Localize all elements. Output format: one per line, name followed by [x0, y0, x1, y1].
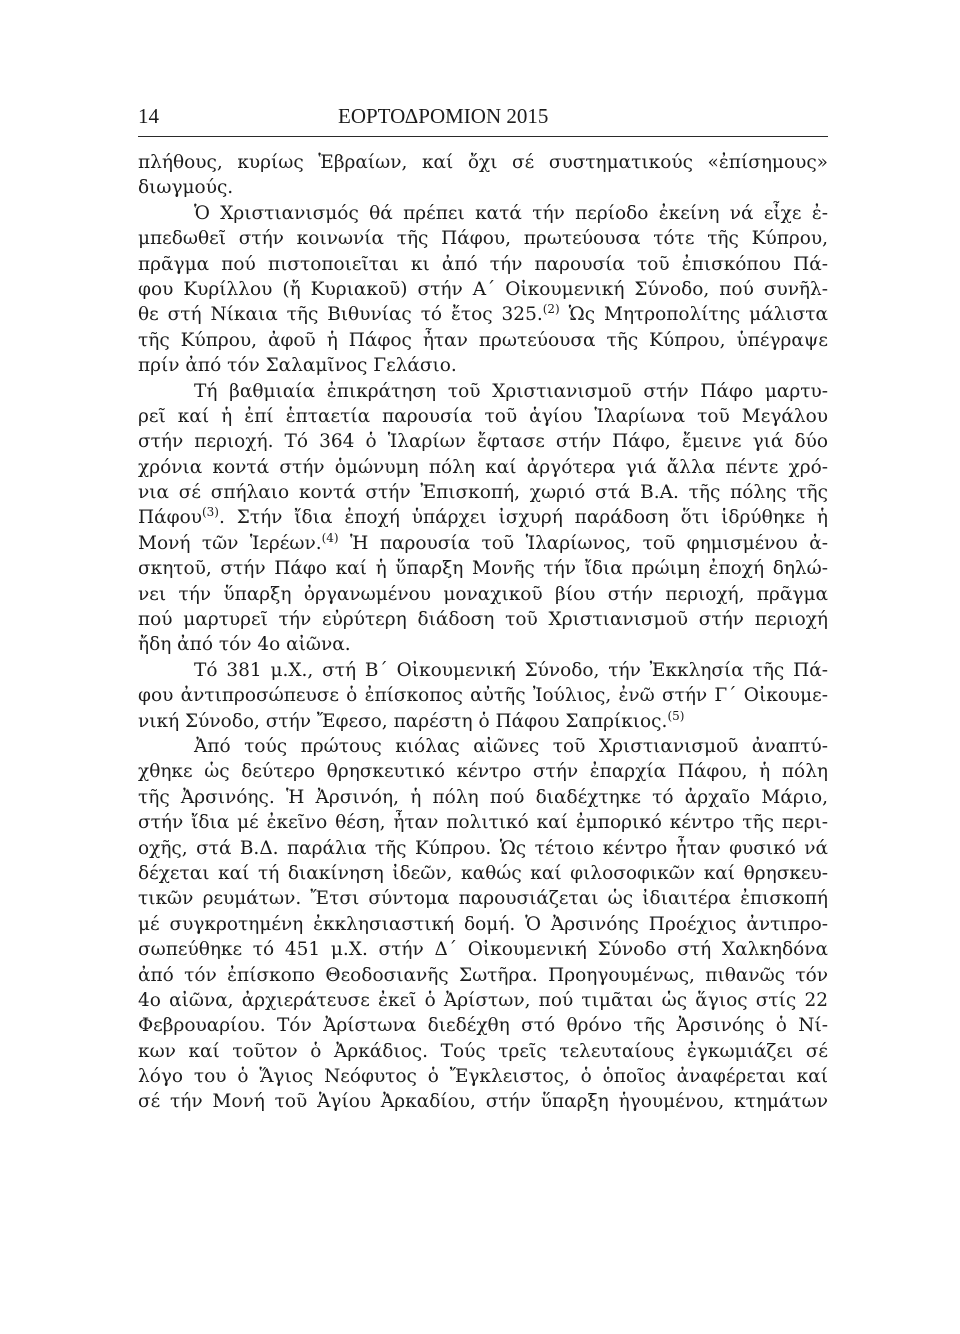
text-line: στήν περιοχή. Τό 364 ὁ Ἱλαρίων ἔφτασε στήν Πάφο, ἔμεινε γιά δύο: [138, 431, 828, 453]
text-segment: Πάφου: [138, 507, 202, 529]
text-line: Ἀπό τούς πρώτους κιόλας αἰῶνες τοῦ Χριστιανισμοῦ ἀναπτύ-: [194, 735, 828, 757]
text-line: οχῆς, στά Β.Δ. παράλια τῆς Κύπρου. Ὡς τέτοιο κέντρο ἦταν φυσικό νά: [138, 837, 828, 859]
text-line: λόγο του ὁ Ἅγιος Νεόφυτος ὁ Ἔγκλειστος, ὁ ὁποῖος ἀναφέρεται καί: [138, 1066, 828, 1088]
text-line: ἤδη ἀπό τόν 4ο αἰῶνα.: [138, 634, 351, 656]
text-line: φου ἀντιπροσώπευσε ὁ ἐπίσκοπος αὐτῆς Ἰούλιος, ἐνῶ στήν Γ΄ Οἰκουμε-: [138, 685, 828, 707]
text-line: Φεβρουαρίου. Τόν Ἀρίστωνα διεδέχθη στό θρόνο τῆς Ἀρσινόης ὁ Νί-: [138, 1015, 828, 1037]
text-line: χθηκε ὡς δεύτερο θρησκευτικό κέντρο στήν ἐπαρχία Πάφου, ἡ πόλη: [138, 761, 828, 783]
body-text: [138, 150, 828, 1115]
text-line: πρᾶγμα πού πιστοποιεῖται κι ἀπό τήν παρουσία τοῦ ἐπισκόπου Πά-: [138, 253, 828, 275]
text-line: δέχεται καί τή διακίνηση ἰδεῶν, καθώς καί φιλοσοφικῶν καί θρησκευ-: [138, 862, 828, 884]
text-line: σκητοῦ, στήν Πάφο καί ἡ ὕπαρξη Μονῆς τήν ἴδια πρώιμη ἐποχή δηλώ-: [138, 558, 828, 580]
text-line: νια σέ σπήλαιο κοντά στήν Ἐπισκοπή, χωριό στά Β.Α. τῆς πόλης τῆς: [138, 482, 828, 504]
running-title: ΕΟΡΤΟΔΡΟΜΙΟΝ 2015: [338, 104, 549, 128]
text-line: πρίν ἀπό τόν Σαλαμῖνος Γελάσιο.: [138, 355, 457, 377]
text-line: [138, 302, 828, 327]
text-line: ἀπό τόν ἐπίσκοπο Θεοδοσιανῆς Σωτῆρα. Προηγουμένως, πιθανῶς τόν: [138, 964, 828, 986]
text-line: κων καί τοῦτον ὁ Ἀρκάδιος. Τούς τρεῖς τελευταίους ἐγκωμιάζει σέ: [138, 1040, 828, 1062]
text-line: [138, 531, 828, 556]
footnote-marker: (3): [201, 505, 219, 520]
text-segment: . Στήν ἴδια ἐποχή ὑπάρχει ἰσχυρή παράδοση ὅτι ἱδρύθηκε ἡ: [218, 507, 828, 529]
text-line: [138, 505, 828, 530]
text-line: στήν ἴδια μέ ἐκεῖνο θέση, ἦταν πολιτικό καί ἐμπορικό κέντρο τῆς περι-: [138, 812, 828, 834]
text-segment: νική Σύνοδο, στήν Ἔφεσο, παρέστη ὁ Πάφου Σαπρίκιος.: [138, 710, 668, 732]
running-head: [138, 98, 828, 134]
text-line: 4ο αἰῶνα, ἀρχιεράτευσε ἐκεῖ ὁ Ἀρίστων, πού τιμᾶται ὡς ἅγιος στίς 22: [138, 989, 828, 1011]
text-line: μέ συγκροτημένη ἐκκλησιαστική δομή. Ὁ Ἀρσινόης Προέχιος ἀντιπρο-: [138, 913, 828, 935]
text-line: τῆς Ἀρσινόης. Ἡ Ἀρσινόη, ἡ πόλη πού διαδέχτηκε τό ἀρχαῖο Μάριο,: [138, 786, 828, 808]
text-line: [138, 709, 828, 734]
page-number: 14: [138, 104, 159, 128]
text-segment: Ὡς Μητροπολίτης μάλιστα: [559, 304, 828, 326]
text-segment: Ἡ παρουσία τοῦ Ἱλαρίωνος, τοῦ φημισμένου ἀ-: [338, 532, 828, 554]
text-line: νει τήν ὕπαρξη ὀργανωμένου μοναχικοῦ βίου στήν περιοχή, πρᾶγμα: [138, 583, 828, 605]
text-line: Τό 381 μ.Χ., στή Β΄ Οἰκουμενική Σύνοδο, τήν Ἐκκλησία τῆς Πά-: [194, 659, 828, 681]
text-line: Τή βαθμιαία ἐπικράτηση τοῦ Χριστιανισμοῦ στήν Πάφο μαρτυ-: [194, 380, 828, 402]
text-segment: Μονή τῶν Ἱερέων.: [138, 532, 322, 554]
text-line: σέ τήν Μονή τοῦ Ἁγίου Ἀρκαδίου, στήν ὕπαρξη ἡγουμένου, κτημάτων: [138, 1091, 828, 1113]
text-line: πλήθους, κυρίως Ἑβραίων, καί ὄχι σέ συστηματικούς «ἐπίσημους»: [138, 152, 828, 173]
text-line: μπεδωθεῖ στήν κοινωνία τῆς Πάφου, πρωτεύουσα τότε τῆς Κύπρου,: [138, 228, 828, 250]
footnote-marker: (2): [542, 302, 560, 317]
text-line: φου Κυρίλλου (ἤ Κυριακοῦ) στήν Α΄ Οἰκουμενική Σύνοδο, πού συνῆλ-: [138, 278, 828, 300]
text-line: ρεῖ καί ἡ ἐπί ἑπταετία παρουσία τοῦ ἁγίου Ἱλαρίωνα τοῦ Μεγάλου: [138, 405, 828, 427]
text-line: τικῶν ρευμάτων. Ἔτσι σύντομα παρουσιάζεται ὡς ἰδιαιτέρα ἐπισκοπή: [138, 888, 828, 910]
text-line: πού μαρτυρεῖ τήν εὐρύτερη διάδοση τοῦ Χριστιανισμοῦ στήν περιοχή: [138, 609, 828, 631]
text-line: σωπεύθηκε τό 451 μ.Χ. στήν Δ΄ Οἰκουμενική Σύνοδο στή Χαλκηδόνα: [138, 939, 828, 961]
text-line: τῆς Κύπρου, ἀφοῦ ἡ Πάφος ἦταν πρωτεύουσα τῆς Κύπρου, ὑπέγραψε: [138, 329, 828, 351]
text-line: Ὁ Χριστιανισμός θά πρέπει κατά τήν περίοδο ἐκείνη νά εἶχε ἐ-: [194, 202, 828, 224]
footnote-marker: (5): [667, 708, 685, 723]
header-rule: [138, 136, 828, 137]
text-line: χρόνια κοντά στήν ὁμώνυμη πόλη καί ἀργότερα γιά ἄλλα πέντε χρό-: [138, 456, 828, 478]
text-segment: θε στή Νίκαια τῆς Βιθυνίας τό ἔτος 325.: [138, 304, 543, 326]
text-line: διωγμούς.: [138, 177, 234, 199]
footnote-marker: (4): [321, 530, 339, 545]
